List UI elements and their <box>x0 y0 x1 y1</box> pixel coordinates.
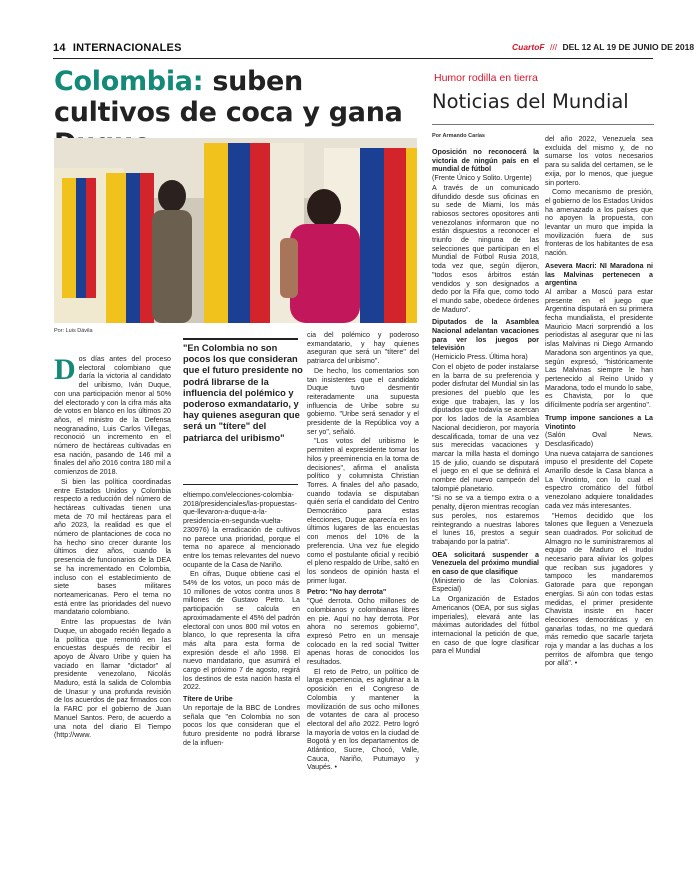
pull-quote: "En Colombia no son pocos los que consideran que el futuro presidente no podrá librarse de la influencia del polémico y poderoso exmandatario, y hay quienes aseguran que será un "títere" del patriarca del uribismo" <box>183 343 303 443</box>
news-body: "Si no se va a tiempo extra o a penalty, dijeron mientras recogían sus peroles, nos estaremos reintegrando a nuestras labores el lunes 16, prestos a seguir trabajando por la patria". <box>432 494 539 546</box>
section-kicker: Humor rodilla en tierra <box>434 72 538 84</box>
article-paragraph: "Qué derrota. Ocho millones de colombianos y colombianas libres en pie. Aquí no hay derrota. Por ahora no seremos gobierno", expresó Petro en un mensaje colocado en la red social Twitter apenas horas de conocidos los resultados. <box>307 597 419 667</box>
article-paragraph <box>54 355 171 477</box>
news-body: Una nueva catajarra de sanciones impuso el presidente del Copete Amarillo desde la Casa blanca a La Vinotinto, con lo cual el espectro cromático del fútbol venezolano adquiere tonalidades cada vez más interesantes. <box>545 449 653 510</box>
article-paragraph: Entre las propuestas de Iván Duque, un abogado recién llegado a la política que remontó en las encuestas después de recibir el apoyo de Álvaro Uribe y quien ha vaciado en llamar "dictador" al presidente venezolano, Nicolás Maduro, está la salida de Colombia de Unasur y una profunda revisión de los acuerdos de paz firmados con la FARC por el gobierno de Juan Manuel Santos. Pero, de acuerdo a una nota del diario El Tiempo (http://www. <box>54 618 171 740</box>
section-title: Noticias del Mundial <box>432 90 629 113</box>
news-title: Diputados de la Asamblea Nacional adelantan vacaciones para ver los juegos por televisión <box>432 318 539 353</box>
mundial-column-1 <box>432 148 539 657</box>
news-source: (Ministerio de las Colonias. Especial) <box>432 576 539 594</box>
headline-highlight: Colombia: <box>54 66 204 97</box>
section-name: INTERNACIONALES <box>72 42 182 54</box>
article-paragraph: Si bien las política coordinadas entre Estados Unidos y Colombia respecto a reducción del número de hectáreas cultivadas tienen una meta de 70 mil hectáreas para el año 2023, la realidad es que el número de plantaciones de coca no ha hecho sino crecer durante los últimos diez años, cuando la presencia de funcionarios de la DEA se ha incrementado en Colombia, incluso con el establecimiento de siete bases militares norteamericanas. Pero el tema no está entre las prioridades del nuevo mandatario colombiano. <box>54 477 171 617</box>
article-paragraph: eltiempo.com/elecciones-colombia-2018/presidenciales/las-propuestas-que-llevaron-a-duque-a-la-presidencia-en-segunda-vuelta-230976) la erradicación de cultivos no parece una prioridad, porque el tema no aparece al mencionado entre los temas relevantes del nuevo ocupante de la Casa de Nariño. <box>183 491 300 569</box>
article-paragraph: cia del polémico y poderoso exmandatario, y hay quienes aseguran que será un "títere" del patriarca del uribismo". <box>307 331 419 366</box>
header-rule <box>53 58 653 59</box>
voting-booths-illustration <box>54 138 417 323</box>
article-paragraph: Un reportaje de la BBC de Londres señala que "en Colombia no son pocos los que consideran que el futuro presidente no podrá librarse de la influen- <box>183 703 300 747</box>
paragraph-text: os días antes del proceso electoral colombiano que daría la victoria al candidato del uribismo, Iván Duque, con una participación menor al 50% del electorado y con la cifra más alta de votos en blanco en los últimos 20 años, el ministro de la Defensa neogranadino, Luis Carlos Villegas, reconoció un incremento en el número de hectáreas cultivadas en esa nación, pasando de 146 mil a finales del año 2016 contra 180 mil a comienzos de 2018. <box>54 355 171 477</box>
photo-credit: Por: Luis Dávila <box>54 328 93 334</box>
news-title: Trump impone sanciones a La Vinotinto <box>545 413 653 431</box>
brand-date <box>512 42 694 52</box>
subheading: Títere de Uribe <box>183 695 233 704</box>
news-body: del año 2022, Venezuela sea excluida del mismo y, de no sumarse los votos necesarios para su salida del certamen, se le exija, por lo menos, que juegue sin portero. <box>545 135 653 187</box>
brand-mark: F <box>539 42 545 52</box>
article-paragraph: En cifras, Duque obtiene casi el 54% de los votos, un poco más de 10 millones de votos contra unos 8 millones de Gustavo Petro. La participación se calcula en aproximadamente el 45% del padrón electoral con unos 800 mil votos en blanco, lo que representa la cifra más alta para esta forma de expresión desde el año 1998. El nuevo mandatario, que asumirá el cargo el próximo 7 de agosto, regirá los destinos de esta nación hasta el 2022. <box>183 570 300 692</box>
news-source: (Frente Único y Solito. Urgente) <box>432 174 532 183</box>
news-body: A través de un comunicado difundido desde sus oficinas en su sede de Miami, los más rabiosos sectores opositores anti venezolanos informaron que no están dispuestos a reconocer el triunfo de ninguna de las selecciones que participan en el Mundial de Fútbol Rusia 2018, toda vez que, según dijeron, "todos esos árbitros están vendidos y son designados a dedo por la Fifa que, como todo el mundo sabe, obedece órdenes de Maduro". <box>432 183 539 314</box>
news-title: Asevera Macri: NI Maradona ni las Malvinas pertenecen a argentina <box>545 261 653 288</box>
article-paragraph: El reto de Petro, un político de larga experiencia, es aglutinar a la oposición en el Congreso de Colombia y mantener la movilización de sus ocho millones de votantes de cara al proceso electoral del año 2022. Petro logró la mayoría de votos en la ciudad de Bogotá y en los departamentos de Atlántico, Sucre, Chocó, Valle, Cauca, Nariño, Putumayo y Vaupés. • <box>307 667 419 772</box>
news-title: OEA solicitará suspender a Venezuela del próximo mundial en caso de que clasifique <box>432 550 539 577</box>
section-title-rule <box>432 124 654 125</box>
mundial-column-2 <box>545 135 653 669</box>
pull-quote-rule-top <box>183 338 298 340</box>
brand-separator: /// <box>549 42 558 52</box>
news-body: Como mecanismo de presión, el gobierno de los Estados Unidos ha amenazado a los países que no apoyen la propuesta, con levantar un muro que impida la movilización fuera de sus fronteras de los habitantes de esa nación. <box>545 188 653 258</box>
byline: Por Armando Carías <box>432 133 485 139</box>
article-paragraph: De hecho, los comentarios son tan insistentes que el candidato Duque tuvo desmentir reiteradamente una supuesta influencia de Uribe sobre su gobierno. "Uribe será senador y el presidente de la República voy a ser yo", señaló. <box>307 366 419 436</box>
pull-quote-rule-bottom <box>183 484 298 485</box>
news-body: Al arribar a Moscú para estar presente en el juego que Argentina disputará en su primera fecha mundialista, el presidente Mauricio Macri sorprendió a los periodistas al asegurar que ni las islas Malvinas ni Diego Armando Maradona son argentinos ya que, según expresó, "históricamente Las Malvinas siempre le han pertenecido al Reino Unido y Maradona, todo el mundo lo sabe, es Chavista, por lo que difícilmente podría ser argentino". <box>545 287 653 410</box>
article-column-1 <box>54 355 171 741</box>
subheading: Petro: "No hay derrota" <box>307 588 387 597</box>
page-number: 14 <box>53 42 66 54</box>
news-source: (Salón Oval News. Desclasificado) <box>545 431 653 448</box>
headline-rest: suben cultivos de coca y gana <box>54 66 403 128</box>
news-source: (Hemiciclo Press. Última hora) <box>432 353 528 362</box>
news-title: Oposición no reconocerá la victoria de ningún país en el mundial de fútbol <box>432 148 539 174</box>
article-column-2 <box>183 491 300 748</box>
news-body: Con el objeto de poder instalarse en la barra de su preferencia y poder disfrutar del Mundial sin las presiones del pueblo que les exige que trabajen, las y los diputados que todavía se acercan por los lados de la Asamblea Nacional decidieron, por mayoría descalificada, tomar de una vez sus merecidas vacaciones y marcar la milla hasta el domingo 15 de julio, cuando se disputará el juego en el que se definirá el nombre del nuevo campeón del talompié planetario. <box>432 362 539 493</box>
issue-date: DEL 12 AL 19 DE JUNIO DE 2018 <box>562 42 695 52</box>
drop-cap: D <box>54 353 76 386</box>
news-body: La Organización de Estados Americanos (OEA, por sus siglas imperiales), elevará ante las máximas autoridades del fútbol internacional la petición de que, en caso de que logre clasificar para el Mundial <box>432 595 539 656</box>
voting-photo <box>54 138 417 323</box>
brand-logo: Cuarto <box>512 42 540 52</box>
news-body: "Hemos decidido que los talones que lleguen a Venezuela sean cuadrados. Por solicitud de Almagro no le suministraremos al equipo de Maduro el Irudoi necesario para aliviar los golpes que reciban sus jugadores y tampoco les mandaremos Gatorade para que repongan energías. Si aún con todas estas medidas, el primer presidente Chavista insiste en hacer elecciones democráticas y en ganarlas todas, no me quedará más remedio que sacarle tarjeta roja y mandar a las duchas a los perritos de alfombra que tengo por allá". • <box>545 511 653 668</box>
section-header <box>53 42 182 54</box>
article-paragraph: "Los votos del uribismo le permiten al expresidente tomar los hilos y preeminencia en la toma de decisiones", afirma el analista político y columnista Christian Torres. A finales del año pasado, cuando todavía se disputaban quién sería el candidato del Centro Democrático para estas elecciones, Duque aparecía en los últimos lugares de las encuestas con menos del 10% de la preferencia. Una vez fue elegido como el postulante oficial y recibió el pleno respaldo de Uribe, saltó en los sondeos de opinión hasta el primer lugar. <box>307 437 419 585</box>
article-column-3 <box>307 331 419 773</box>
